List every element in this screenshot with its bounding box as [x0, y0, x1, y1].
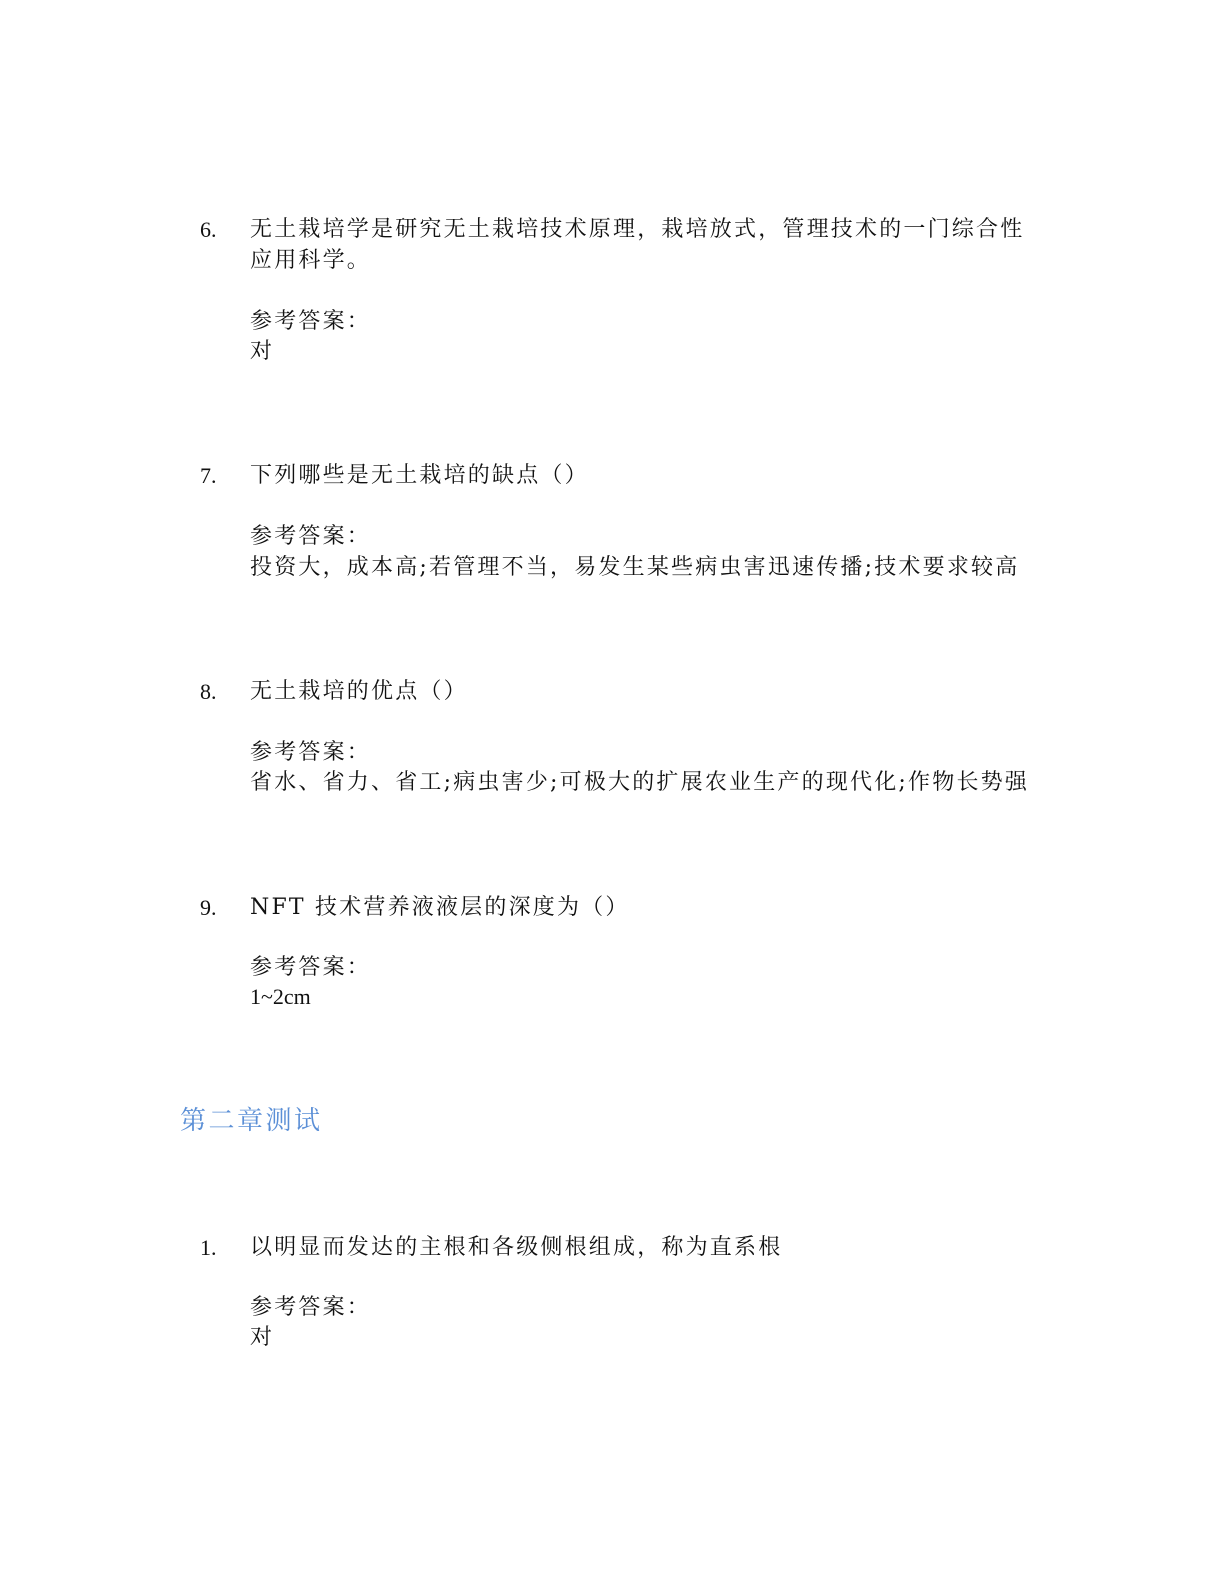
question-number: 8.	[200, 679, 217, 704]
question-text: 下列哪些是无土栽培的缺点（）	[250, 463, 589, 488]
answer-value: 1~2cm	[250, 984, 311, 1009]
section-heading: 第二章测试	[180, 1106, 323, 1136]
answer-value: 省水、省力、省工;病虫害少;可极大的扩展农业生产的现代化;作物长势强	[250, 770, 1030, 795]
question-text: 无土栽培学是研究无土栽培技术原理，栽培放式，管理技术的一门综合性应用科学。	[250, 217, 1025, 273]
answer-label: 参考答案：	[250, 1295, 372, 1320]
answer-value: 对	[250, 1325, 275, 1350]
question-number: 6.	[200, 217, 217, 242]
question-number: 9.	[200, 895, 217, 920]
question-text: 以明显而发达的主根和各级侧根组成，称为直系根	[250, 1235, 783, 1260]
answer-label: 参考答案：	[250, 740, 372, 765]
question-number: 7.	[200, 463, 217, 488]
question-text: 无土栽培的优点（）	[250, 679, 468, 704]
answer-label: 参考答案：	[250, 955, 372, 980]
answer-label: 参考答案：	[250, 309, 372, 334]
question-text: NFT 技术营养液液层的深度为（）	[250, 895, 630, 920]
answer-value: 投资大，成本高;若管理不当，易发生某些病虫害迅速传播;技术要求较高	[250, 555, 1020, 580]
answer-value: 对	[250, 339, 275, 364]
question-number: 1.	[200, 1235, 217, 1260]
answer-label: 参考答案：	[250, 524, 372, 549]
